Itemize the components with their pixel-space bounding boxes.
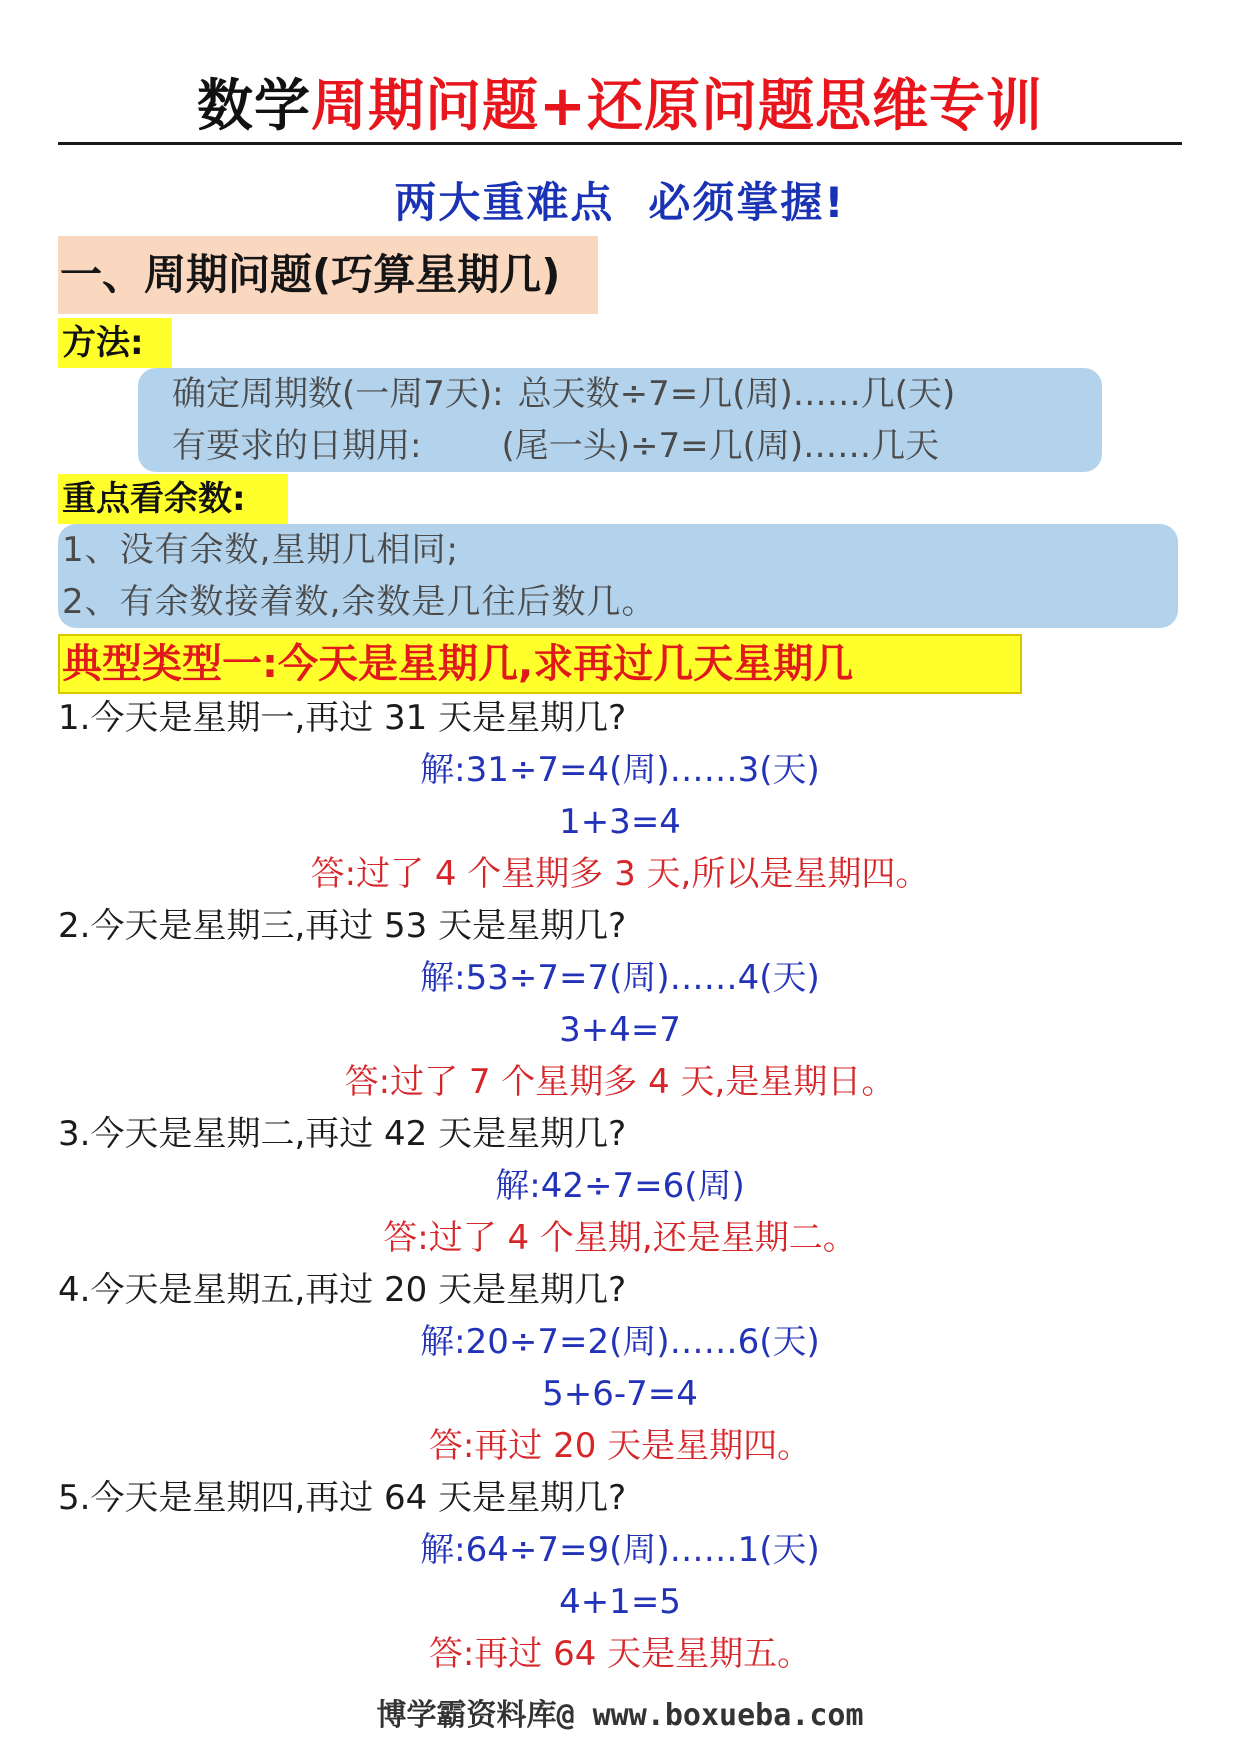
problem-solution-step: 4+1=5: [559, 1582, 681, 1622]
method-row: [172, 368, 955, 420]
method-row-formula: (尾一头)÷7=几(周)……几天: [501, 426, 940, 466]
problem-answer: 答:过了 7 个星期多 4 天,是星期日。: [344, 1062, 896, 1102]
page-title: [0, 62, 1240, 142]
problem-answer: 答:过了 4 个星期,还是星期二。: [383, 1218, 857, 1258]
method-box: [138, 368, 1102, 472]
problem-solution-step: 1+3=4: [559, 802, 681, 842]
remainder-rule: 2、有余数接着数,余数是几往后数几。: [62, 582, 657, 622]
problem-question: 5.今天是星期四,再过 64 天是星期几?: [58, 1478, 627, 1518]
problem-solution-step: 解:42÷7=6(周): [495, 1166, 745, 1206]
problem-solution-step: 解:64÷7=9(周)……1(天): [420, 1530, 820, 1570]
remainder-box: [58, 524, 1178, 628]
title-highlight: 周期问题+还原问题思维专训: [311, 74, 1043, 139]
footer-watermark: 博学霸资料库@ www.boxueba.com: [376, 1698, 864, 1733]
problem-answer: 答:过了 4 个星期多 3 天,所以是星期四。: [310, 854, 930, 894]
problem-solution-step: 解:53÷7=7(周)……4(天): [420, 958, 820, 998]
problem-question: 4.今天是星期五,再过 20 天是星期几?: [58, 1270, 627, 1310]
method-row-text: 有要求的日期用:: [172, 426, 422, 466]
problem-question: 1.今天是星期一,再过 31 天是星期几?: [58, 698, 627, 738]
problem-solution-step: 3+4=7: [559, 1010, 681, 1050]
subtitle: [0, 170, 1240, 230]
method-row-text: 确定周期数(一周7天):: [172, 374, 504, 414]
problem-question: 2.今天是星期三,再过 53 天是星期几?: [58, 906, 627, 946]
title-prefix: 数学: [197, 74, 312, 139]
title-divider: [58, 142, 1182, 145]
problem-solution-step: 5+6-7=4: [542, 1374, 698, 1414]
problem-answer: 答:再过 64 天是星期五。: [428, 1634, 812, 1674]
problem-solution-step: 解:31÷7=4(周)……3(天): [420, 750, 820, 790]
problem-answer: 答:再过 20 天是星期四。: [428, 1426, 812, 1466]
method-row: [172, 420, 939, 472]
remainder-rule: 1、没有余数,星期几相同;: [62, 530, 459, 570]
method-label: 方法:: [58, 318, 172, 368]
remainder-label: 重点看余数:: [58, 474, 288, 524]
subtitle-part1: 两大重难点: [394, 178, 615, 227]
problem-question: 3.今天是星期二,再过 42 天是星期几?: [58, 1114, 627, 1154]
method-row-formula: 总天数÷7=几(周)……几(天): [517, 374, 956, 414]
type-heading: 典型类型一:今天是星期几,求再过几天星期几: [58, 634, 1022, 694]
problem-solution-step: 解:20÷7=2(周)……6(天): [420, 1322, 820, 1362]
section-heading-periodic: 一、周期问题(巧算星期几): [58, 236, 598, 314]
subtitle-part2: 必须掌握!: [648, 178, 846, 227]
